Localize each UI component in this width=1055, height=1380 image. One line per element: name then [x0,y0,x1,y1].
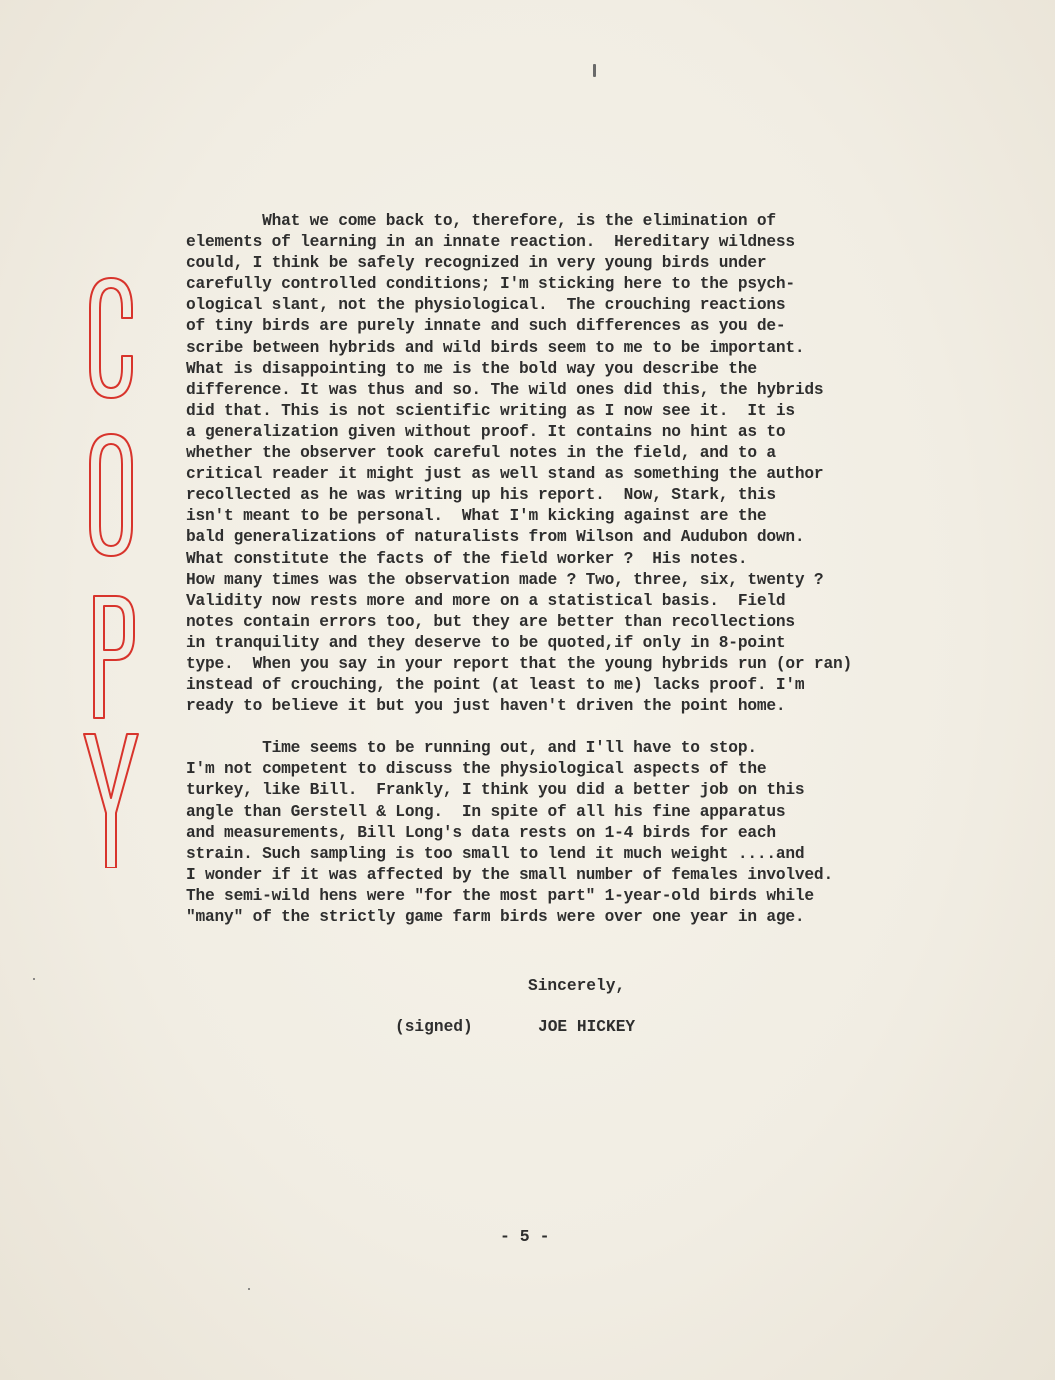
letter-body [186,211,946,928]
paper-speck [248,1288,250,1290]
text-line: What we come back to, therefore, is the elimination of [186,212,776,230]
paragraph-2 [186,738,946,928]
text-line: I'm not competent to discuss the physiological aspects of the [186,760,767,779]
text-line: and measurements, Bill Long's data rests on 1-4 birds for each [186,823,776,842]
signed-label: (signed) [395,1018,473,1036]
text-line: ological slant, not the physiological. The crouching reactions [186,296,786,315]
text-line: critical reader it might just as well stand as something the author [186,465,824,484]
text-line: scribe between hybrids and wild birds seem to me to be important. [186,338,805,357]
text-line: did that. This is not scientific writing as I now see it. It is [186,401,795,420]
text-line: could, I think be safely recognized in very young birds under [186,254,767,273]
page-number: - 5 - [500,1227,550,1246]
text-line: angle than Gerstell & Long. In spite of all his fine apparatus [186,802,786,821]
salutation: Sincerely, [528,977,626,995]
text-line: What is disappointing to me is the bold way you describe the [186,359,757,378]
stamp-letter-y [84,734,138,868]
text-line: of tiny birds are purely innate and such differences as you de- [186,317,786,336]
stamp-letter-c [90,278,132,398]
paper-speck [593,64,596,77]
text-line: in tranquility and they deserve to be quoted,if only in 8-point [186,633,786,652]
paper-speck [33,978,35,980]
stamp-letter-o-inner [100,444,122,546]
text-line: difference. It was thus and so. The wild ones did this, the hybrids [186,380,824,399]
copy-stamp [82,268,142,868]
stamp-letter-p-inner [104,606,124,650]
text-line: a generalization given without proof. It contains no hint as to [186,422,786,441]
text-line: The semi-wild hens were "for the most part" 1-year-old birds while [186,886,814,905]
text-line: whether the observer took careful notes in the field, and to a [186,444,776,463]
stamp-letter-p [94,596,134,718]
text-line: Time seems to be running out, and I'll have to stop. [186,739,757,758]
text-line: What constitute the facts of the field worker ? His notes. [186,549,748,568]
text-line: bald generalizations of naturalists from Wilson and Audubon down. [186,528,805,547]
copy-stamp-graphic [82,268,142,868]
text-line: elements of learning in an innate reaction. Hereditary wildness [186,233,795,252]
text-line: isn't meant to be personal. What I'm kicking against are the [186,507,767,526]
text-line: turkey, like Bill. Frankly, I think you did a better job on this [186,781,805,800]
signer-name: JOE HICKEY [538,1018,636,1036]
text-line: "many" of the strictly game farm birds were over one year in age. [186,908,805,926]
text-line: strain. Such sampling is too small to lend it much weight ....and [186,844,805,863]
text-line: type. When you say in your report that the young hybrids run (or ran) [186,654,852,673]
text-line: instead of crouching, the point (at least to me) lacks proof. I'm [186,676,805,695]
text-line: Validity now rests more and more on a statistical basis. Field [186,591,786,610]
text-line: notes contain errors too, but they are better than recollections [186,612,795,631]
text-line: ready to believe it but you just haven't driven the point home. [186,697,786,716]
text-line: recollected as he was writing up his report. Now, Stark, this [186,486,776,505]
text-line: I wonder if it was affected by the small number of females involved. [186,865,833,884]
text-line: carefully controlled conditions; I'm sticking here to the psych- [186,275,795,294]
paragraph-1 [186,211,946,717]
stamp-letter-o [90,434,132,556]
paragraph-gap [186,717,946,738]
text-line: How many times was the observation made ? Two, three, six, twenty ? [186,570,824,589]
